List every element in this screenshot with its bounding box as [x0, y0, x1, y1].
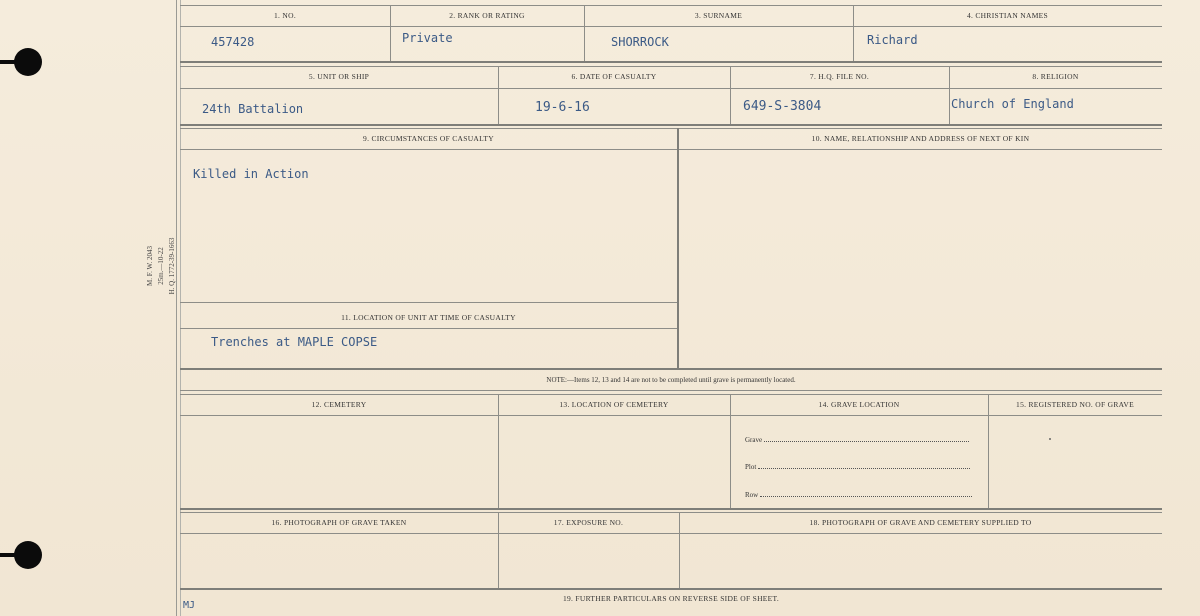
rule — [180, 512, 1162, 513]
value-location-unit: Trenches at MAPLE COPSE — [211, 335, 378, 349]
rule — [180, 5, 1162, 6]
label-christian-names: 4. CHRISTIAN NAMES — [966, 11, 1049, 20]
rule — [180, 26, 1162, 27]
rule — [180, 394, 1162, 395]
label-cemetery: 12. CEMETERY — [311, 400, 367, 409]
label-photograph-supplied: 18. PHOTOGRAPH OF GRAVE AND CEMETERY SUPPLIED TO — [809, 518, 1032, 527]
left-border — [176, 0, 177, 616]
rule — [180, 61, 1162, 63]
rule — [180, 124, 1162, 126]
rule — [180, 415, 1162, 416]
divider — [677, 128, 679, 368]
label-unit: 5. UNIT OR SHIP — [308, 72, 370, 81]
rule — [180, 368, 1162, 370]
value-unit: 24th Battalion — [202, 102, 304, 116]
footer-note: 19. FURTHER PARTICULARS ON REVERSE SIDE OF SHEET. — [562, 594, 780, 603]
punch-hole-top — [14, 48, 42, 76]
clerk-initials: MJ — [183, 600, 196, 611]
plot-line — [745, 463, 970, 471]
plot-line-label: Plot — [745, 463, 757, 471]
value-rank: Private — [402, 31, 453, 45]
rule — [180, 302, 677, 303]
label-number: 1. NO. — [273, 11, 296, 20]
rule — [180, 149, 1162, 150]
label-grave-location: 14. GRAVE LOCATION — [818, 400, 900, 409]
label-next-of-kin: 10. NAME, RELATIONSHIP AND ADDRESS OF NEXT OF KIN — [811, 134, 1030, 143]
rule — [180, 328, 677, 329]
label-location-cemetery: 13. LOCATION OF CEMETERY — [559, 400, 669, 409]
label-circumstances: 9. CIRCUMSTANCES OF CASUALTY — [363, 134, 494, 143]
label-date-of-casualty: 6. DATE OF CASUALTY — [571, 72, 657, 81]
rule — [180, 508, 1162, 510]
value-number: 457428 — [211, 35, 255, 49]
form-code-line: M. F. W. 2043 — [146, 246, 154, 286]
divider — [730, 394, 731, 508]
rule — [180, 66, 1162, 67]
value-christian-names: Richard — [867, 33, 918, 47]
divider — [498, 394, 499, 508]
rule — [180, 128, 1162, 129]
label-exposure-no: 17. EXPOSURE NO. — [553, 518, 624, 527]
form-code-line: 25m.—10-22 — [157, 247, 165, 285]
value-surname: SHORROCK — [611, 35, 669, 49]
punch-hole-bottom — [14, 541, 42, 569]
grave-line — [745, 436, 969, 444]
value-hq-file: 649-S-3804 — [743, 99, 822, 114]
note: NOTE:—Items 12, 13 and 14 are not to be completed until grave is permanently located. — [546, 376, 796, 384]
rule — [180, 88, 1162, 89]
form-code-line: H. Q. 1772-39-1663 — [168, 237, 176, 295]
row-line-label: Row — [745, 491, 759, 499]
value-date-of-casualty: 19-6-16 — [535, 100, 590, 115]
grave-line-label: Grave — [745, 436, 763, 444]
rule — [180, 588, 1162, 590]
rule — [180, 390, 1162, 391]
label-surname: 3. SURNAME — [694, 11, 743, 20]
value-religion: Church of England — [951, 97, 1074, 111]
ink-speck — [1049, 438, 1051, 440]
divider — [988, 394, 989, 508]
label-registered-no: 15. REGISTERED NO. OF GRAVE — [1016, 400, 1134, 409]
label-religion: 8. RELIGION — [1032, 72, 1079, 81]
label-rank: 2. RANK OR RATING — [449, 11, 525, 20]
row-line — [745, 491, 972, 499]
label-hq-file: 7. H.Q. FILE NO. — [809, 72, 870, 81]
form-code — [145, 216, 205, 316]
rule — [180, 533, 1162, 534]
value-circumstances: Killed in Action — [193, 167, 309, 181]
label-photograph-taken: 16. PHOTOGRAPH OF GRAVE TAKEN — [271, 518, 407, 527]
label-location-unit: 11. LOCATION OF UNIT AT TIME OF CASUALTY — [341, 313, 516, 322]
